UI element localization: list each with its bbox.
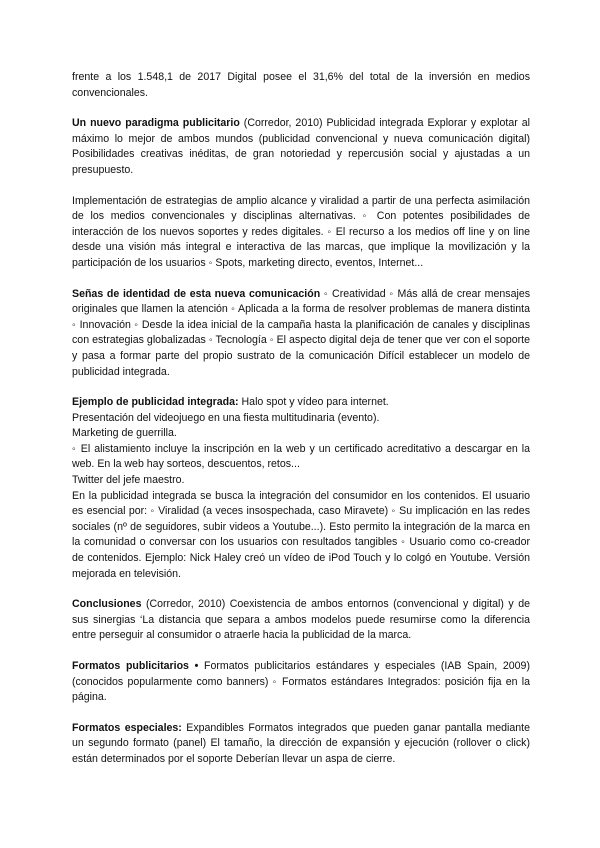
text-formatos: Formatos publicitarios estándares y especiales (IAB Spain, 2009) (conocidos popularmente como banners) ◦ Formatos estándares Integrados: posición fija en la página.	[72, 660, 530, 704]
heading-ejemplo: Ejemplo de publicidad integrada:	[72, 396, 239, 409]
text-ejemplo: Halo spot y vídeo para internet.	[238, 396, 389, 409]
paragraph-especiales	[72, 721, 530, 768]
heading-conclusiones: Conclusiones	[72, 598, 142, 611]
text-especiales: Expandibles Formatos integrados que pueden ganar pantalla mediante un segundo formato (panel) El tamaño, la dirección de expansión y ejecución (rollover o click) están determinados por el soporte Deberían llevar un aspa de cierre.	[72, 721, 530, 765]
text-conclusiones: (Corredor, 2010) Coexistencia de ambos entornos (convencional y digital) y de sus sinergias ‘La distancia que separa a ambos modelos puede resumirse como la diferencia entre perseguir al consumidor o atraerle hacia la publicidad de la marca.	[72, 598, 530, 642]
paragraph-senas	[72, 287, 530, 381]
heading-formatos: Formatos publicitarios •	[72, 660, 199, 672]
paragraph-paradigma	[72, 116, 530, 178]
text-paradigma: (Corredor, 2010) Publicidad integrada Explorar y explotar al máximo lo mejor de ambos mundos (publicidad convencional y nueva comunicación digital) Posibilidades creativas inéditas, de gran notoriedad y repercusión social y ajustadas a un presupuesto.	[72, 117, 530, 176]
paragraph-formatos	[72, 659, 530, 706]
line-twitter: Twitter del jefe maestro.	[72, 474, 185, 487]
line-marketing: Marketing de guerrilla.	[72, 427, 177, 440]
line-integracion: En la publicidad integrada se busca la integración del consumidor en los contenidos. El usuario es esencial por: ◦ Viralidad (a veces insospechada, caso Miravete) ◦ Su implicación en las redes sociales (nº de seguidores, subir videos a Youtube...). Esto permito la integración de la marca en la comunidad o conversar con los usuarios con resultados tangibles ◦ Usuario como co-creador de contenidos. Ejemplo: Nick Haley creó un vídeo de iPod Touch y lo colgó en Youtube. Versión mejorada en televisión.	[72, 489, 530, 580]
paragraph-conclusiones	[72, 597, 530, 644]
text-senas: ◦ Creatividad ◦ Más allá de crear mensajes originales que llamen la atención ◦ Aplicada a la forma de resolver problemas de manera distinta ◦ Innovación ◦ Desde la idea inicial de la campaña hasta la planificación de canales y disciplinas con estrategias globalizadas ◦ Tecnología ◦ El aspecto digital deja de tener que ver con el soporte y pasa a formar parte del propio sustrato de la comunicación Difícil establecer un modelo de publicidad integrada.	[72, 287, 531, 378]
paragraph-implementacion: Implementación de estrategias de amplio alcance y viralidad a partir de una perfecta asimilación de los medios convencionales y disciplinas alternativas. ◦ Con potentes posibilidades de interacción de los nuevos soportes y redes digitales. ◦ El recurso a los medios off line y on line desde una visión más integral e interactiva de las marcas, que implique la movilización y la participación de los usuarios ◦ Spots, marketing directo, eventos, Internet...	[72, 194, 530, 269]
heading-especiales: Formatos especiales:	[72, 721, 182, 734]
line-presentacion: Presentación del videojuego en una fiesta multitudinaria (evento).	[72, 411, 380, 424]
heading-senas: Señas de identidad de esta nueva comunicación	[72, 287, 321, 300]
heading-paradigma: Un nuevo paradigma publicitario	[72, 117, 240, 130]
section-ejemplo	[72, 395, 530, 582]
document-body	[72, 70, 530, 768]
line-alistamiento: ◦ El alistamiento incluye la inscripción en la web y un certificado acreditativo a descargar en la web. En la web hay sorteos, descuentos, retos...	[72, 442, 530, 471]
paragraph-ejemplo	[72, 395, 530, 411]
paragraph-intro: frente a los 1.548,1 de 2017 Digital posee el 31,6% del total de la inversión en medios convencionales.	[72, 71, 530, 99]
